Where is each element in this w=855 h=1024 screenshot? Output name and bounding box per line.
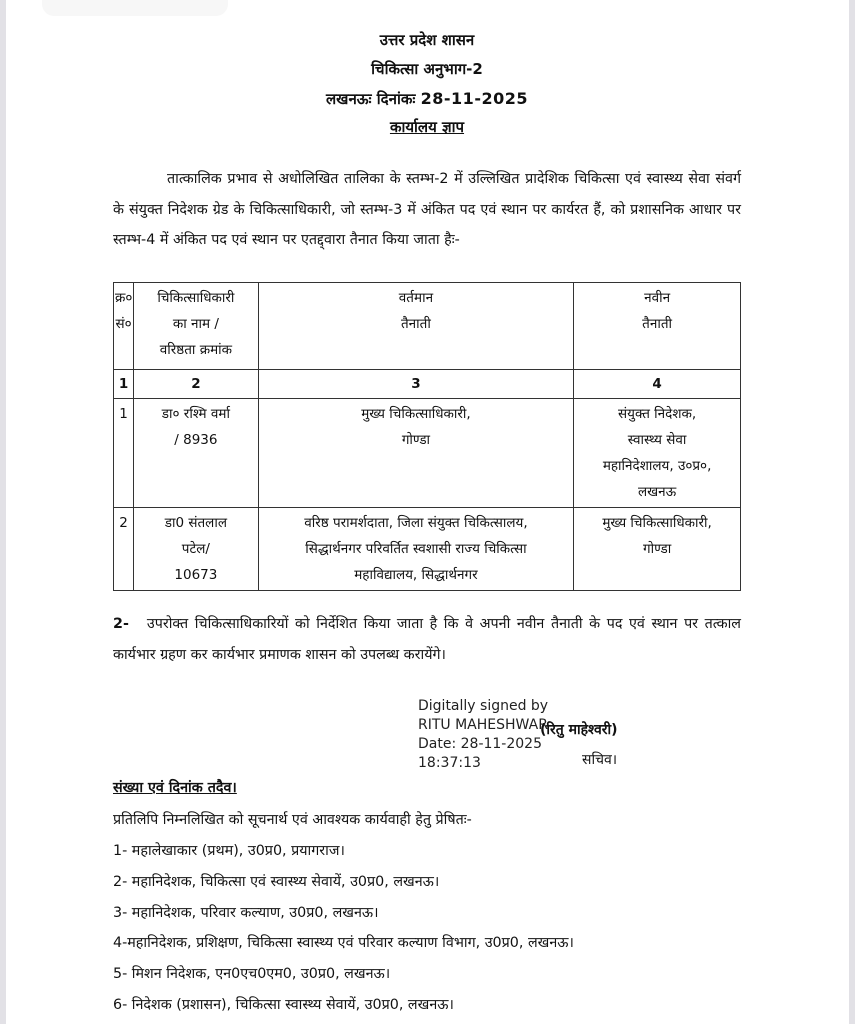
section-heading: चिकित्सा अनुभाग-2 — [371, 60, 483, 78]
column-number: 2 — [134, 370, 259, 399]
list-item: 2- महानिदेशक, चिकित्सा एवं स्वास्थ्य सेवायें, उ0प्र0, लखनऊ। — [113, 873, 440, 890]
table-row — [114, 399, 741, 508]
officer-name-cell: डा0 संतलाल पटेल/ 10673 — [134, 508, 259, 591]
new-posting-cell: संयुक्त निदेशक, स्वास्थ्य सेवा महानिदेशालय, उ०प्र०, लखनऊ — [574, 399, 741, 508]
current-posting-cell: वरिष्ठ परामर्शदाता, जिला संयुक्त चिकित्सालय, सिद्धार्थनगर परिवर्तित स्वशासी राज्य चिकित्सा महाविद्यालय, सिद्धार्थनगर — [258, 508, 574, 591]
document-date: 28-11-2025 — [420, 89, 528, 108]
officer-name-cell: डा० रश्मि वर्मा / 8936 — [134, 399, 259, 508]
column-number: 4 — [574, 370, 741, 399]
signature-date: Date: 28-11-2025 — [418, 736, 542, 752]
list-item: 3- महानिदेशक, परिवार कल्याण, उ0प्र0, लखनऊ। — [113, 904, 379, 921]
place-date-line — [113, 84, 741, 114]
new-posting-cell: मुख्य चिकित्साधिकारी, गोण्डा — [574, 508, 741, 591]
table-row — [114, 508, 741, 591]
header-officer-name: चिकित्साधिकारी का नाम / वरिष्ठता क्रमांक — [134, 283, 259, 370]
paragraph-number: 2- — [113, 616, 129, 632]
intro-paragraph: तात्कालिक प्रभाव से अधोलिखित तालिका के स्तम्भ-2 में उल्लिखित प्रादेशिक चिकित्सा एवं स्वास्थ्य सेवा संवर्ग के संयुक्त निदेशक ग्रेड के चिकित्साधिकारी, जो स्तम्भ-3 में अंकित पद एवं स्थान पर कार्यरत हैं, को प्रशासनिक आधार पर स्तम्भ-4 में अंकित पद एवं स्थान पर एतद्द्वारा तैनात किया जाता हैः- — [113, 171, 741, 248]
signature-time: 18:37:13 — [418, 755, 481, 771]
signer-name: RITU MAHESHWAR — [418, 717, 548, 733]
viewer-left-edge — [0, 0, 6, 1024]
posting-table — [113, 282, 741, 591]
column-number: 3 — [258, 370, 574, 399]
column-number: 1 — [114, 370, 134, 399]
copy-to-intro: प्रतिलिपि निम्नलिखित को सूचनार्थ एवं आवश्यक कार्यवाही हेतु प्रेषितः- — [113, 812, 472, 828]
list-item: 5- मिशन निदेशक, एन0एच0एम0, उ0प्र0, लखनऊ। — [113, 966, 391, 983]
row-serial: 1 — [114, 399, 134, 508]
digital-signature-block — [418, 697, 548, 773]
list-item: 4-महानिदेशक, प्रशिक्षण, चिकित्सा स्वास्थ्य एवं परिवार कल्याण विभाग, उ0प्र0, लखनऊ। — [113, 935, 574, 952]
signer-designation: सचिव। — [582, 752, 618, 768]
column-number-row — [114, 370, 741, 399]
list-item: 1- महालेखाकार (प्रथम), उ0प्र0, प्रयागराज। — [113, 843, 345, 859]
signer-hindi-name: (रितु माहेश्वरी) — [540, 722, 618, 738]
viewer-top-tab — [42, 0, 228, 16]
paragraph-2 — [113, 609, 741, 670]
row-serial: 2 — [114, 508, 134, 591]
copy-to-list — [113, 836, 574, 1021]
header-serial-no: क्र० सं० — [114, 283, 134, 370]
document-type-title: कार्यालय ज्ञाप — [389, 118, 465, 136]
place-date-label: लखनऊः दिनांकः — [326, 90, 416, 108]
reference-line: संख्या एवं दिनांक तदैव। — [113, 780, 237, 796]
paragraph-2-text: उपरोक्त चिकित्साधिकारियों को निर्देशित किया जाता है कि वे अपनी नवीन तैनाती के पद एवं स्थान पर तत्काल कार्यभार ग्रहण कर कार्यभार प्रमाणक शासन को उपलब्ध करायेंगे। — [113, 616, 741, 663]
current-posting-cell: मुख्य चिकित्साधिकारी, गोण्डा — [258, 399, 574, 508]
viewer-right-edge — [849, 0, 855, 1024]
table-header-row — [114, 283, 741, 370]
government-heading: उत्तर प्रदेश शासन — [379, 31, 475, 49]
list-item: 6- निदेशक (प्रशासन), चिकित्सा स्वास्थ्य सेवायें, उ0प्र0, लखनऊ। — [113, 996, 454, 1013]
signature-line: Digitally signed by — [418, 698, 549, 714]
header-new-posting: नवीन तैनाती — [574, 283, 741, 370]
header-current-posting: वर्तमान तैनाती — [258, 283, 574, 370]
